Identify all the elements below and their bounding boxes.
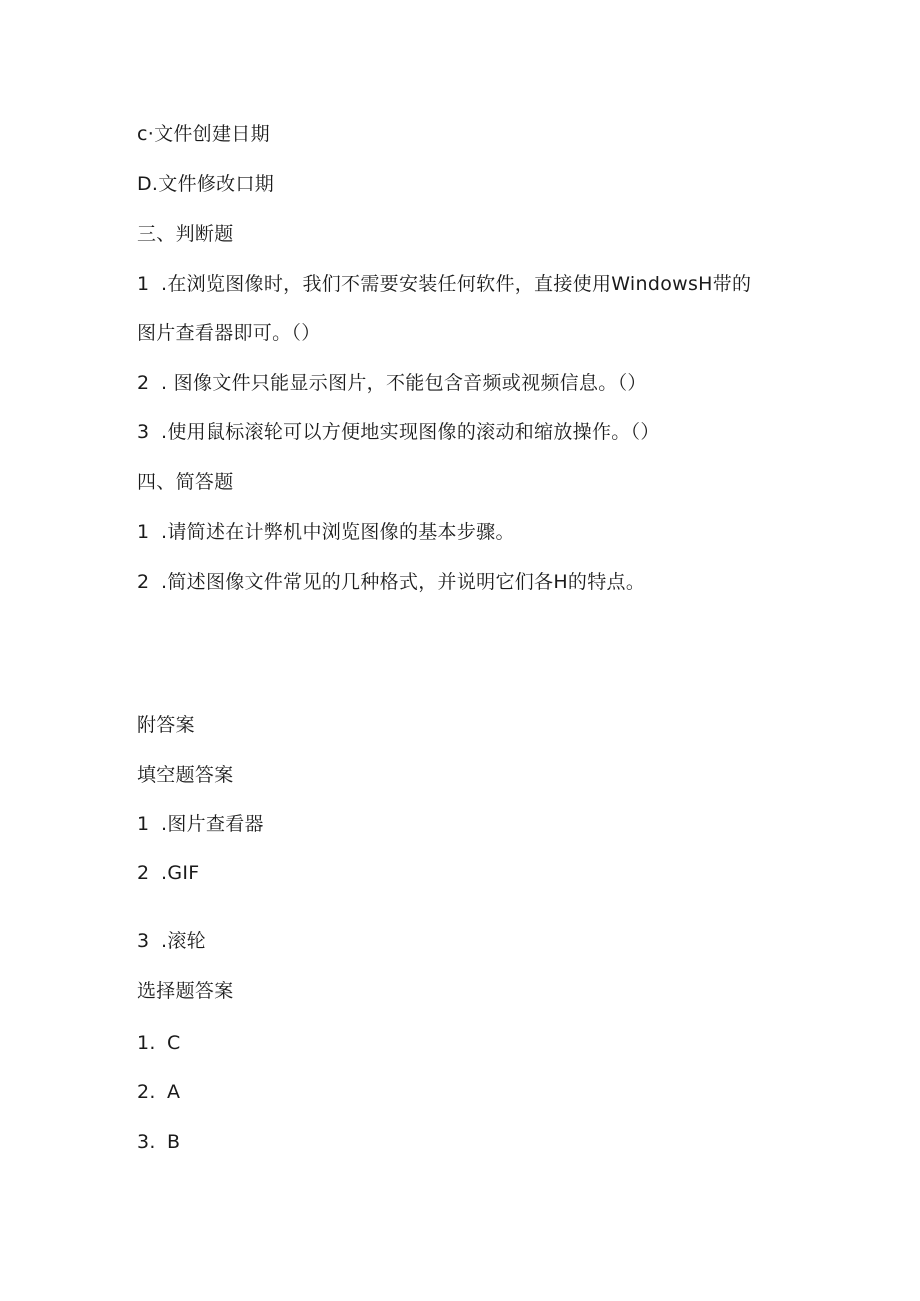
item-text: B: [167, 1131, 181, 1153]
item-number: 1: [137, 813, 150, 835]
item-number: 1: [137, 521, 150, 543]
item-number: 2: [137, 372, 150, 394]
item-number: 1: [137, 273, 150, 295]
judgment-item-1-continuation: 图片查看器即可。（）: [137, 322, 321, 344]
item-text: C: [167, 1032, 181, 1054]
choice-answers-heading: 选择题答案: [137, 980, 234, 1002]
judgment-item-3: [137, 420, 660, 444]
item-text: . 图像文件只能显示图片，不能包含音频或视频信息。（）: [161, 372, 647, 394]
option-d-line: D.文件修改口期: [137, 173, 275, 195]
choice-answer-3: [137, 1130, 180, 1154]
item-number: 2: [137, 571, 150, 593]
item-text: A: [167, 1081, 181, 1103]
item-text: .请简述在计弊机中浏览图像的基本步骤。: [161, 521, 515, 543]
item-text: .GIF: [161, 862, 200, 884]
item-number: 3: [137, 421, 150, 443]
judgment-item-1: [137, 272, 751, 296]
answers-heading: 附答案: [137, 714, 195, 736]
item-number: 2.: [137, 1081, 156, 1103]
judgment-item-2: [137, 371, 647, 395]
choice-answer-1: [137, 1031, 181, 1055]
item-text: .滚轮: [161, 930, 206, 952]
item-number: 3: [137, 930, 150, 952]
item-text: .简述图像文件常见的几种格式，并说明它们各H的特点。: [161, 571, 646, 593]
section-short-answer-heading: 四、简答题: [137, 471, 234, 493]
item-number: 1.: [137, 1032, 156, 1054]
fill-answers-heading: 填空题答案: [137, 764, 234, 786]
fill-answer-1: [137, 812, 264, 836]
choice-answer-2: [137, 1080, 180, 1104]
short-answer-item-2: [137, 570, 645, 594]
item-number: 2: [137, 862, 150, 884]
fill-answer-3: [137, 929, 206, 953]
fill-answer-2: [137, 861, 200, 885]
item-number: 3.: [137, 1131, 156, 1153]
item-text: .使用鼠标滚轮可以方便地实现图像的滚动和缩放操作。（）: [161, 421, 660, 443]
option-c-line: c·文件创建日期: [137, 123, 270, 145]
section-judgment-heading: 三、判断题: [137, 223, 234, 245]
short-answer-item-1: [137, 520, 515, 544]
item-text: .在浏览图像时，我们不需要安装任何软件，直接使用WindowsH带的: [161, 273, 752, 295]
item-text: .图片查看器: [161, 813, 264, 835]
